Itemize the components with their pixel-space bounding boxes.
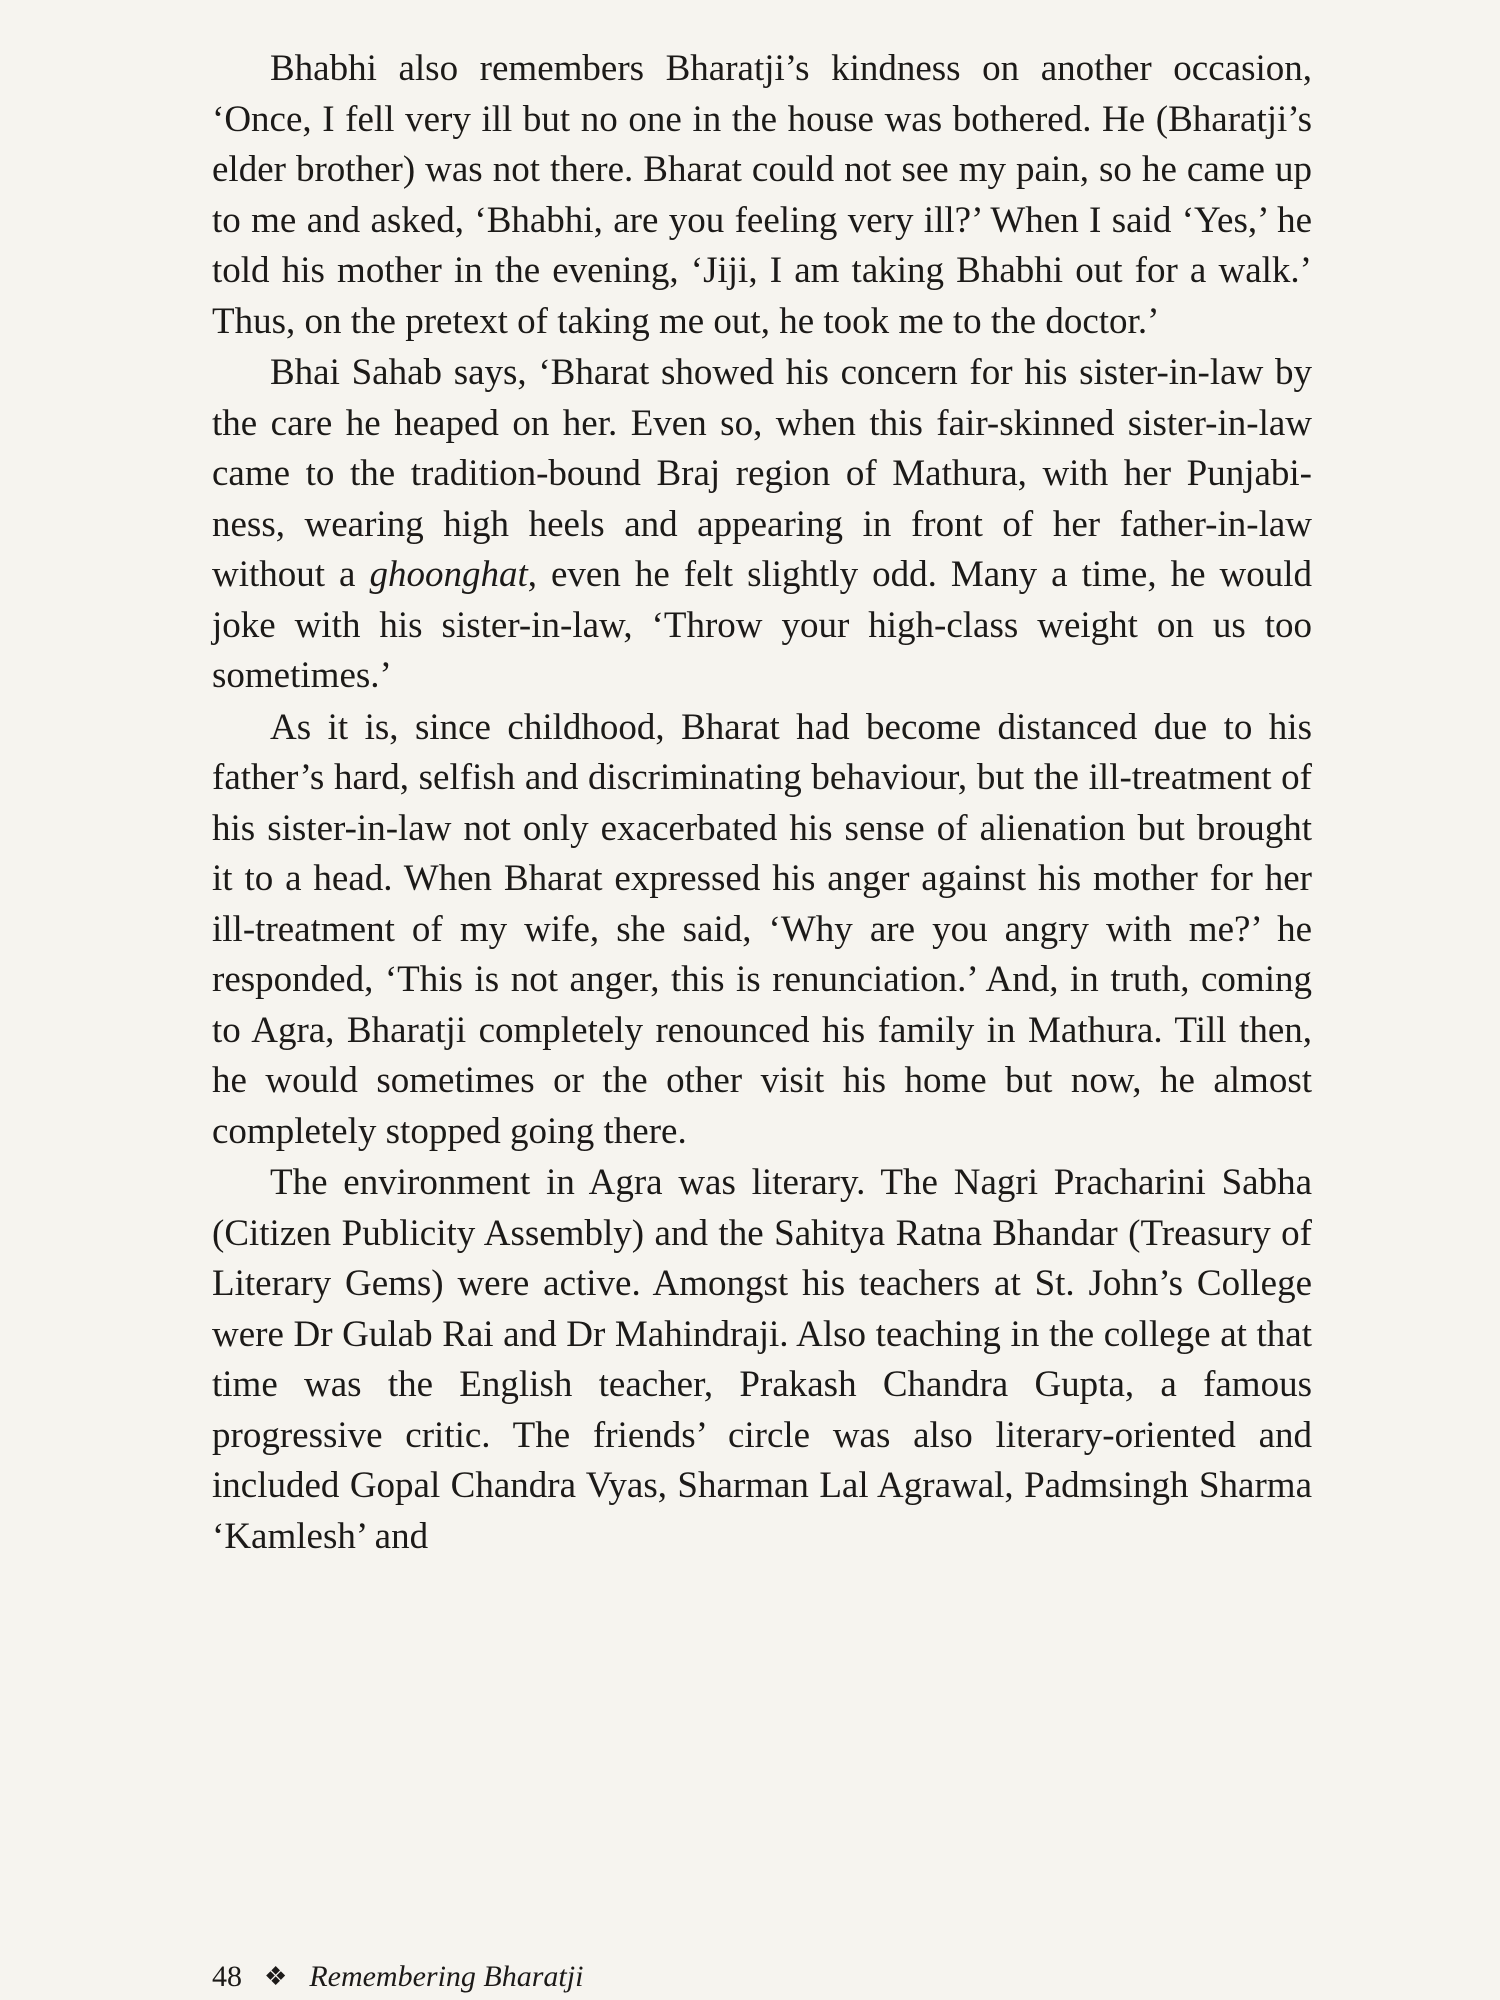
paragraph-3 — [212, 703, 1312, 1158]
ornament-icon: ❖ — [264, 1962, 288, 1991]
paragraph-3-text: As it is, since childhood, Bharat had become distanced due to his father’s hard, selfish and discriminating behaviour, but the ill-treatment of his sister-in-law not only exacerbated his sense of alienation but brought it to a head. When Bharat expressed his anger against his mother for her ill-treatment of my wife, she said, ‘Why are you angry with me?’ he responded, ‘This is not anger, this is renunciation.’ And, in truth, coming to Agra, Bharatji completely renounced his family in Mathura. Till then, he would sometimes or the other visit his home but now, he almost completely stopped going there. — [212, 706, 1312, 1152]
paragraph-2-italic-term: ghoonghat — [369, 554, 528, 595]
page-number: 48 — [212, 1960, 242, 1993]
running-title: Remembering Bharatji — [309, 1960, 584, 1993]
paragraph-4 — [212, 1158, 1312, 1562]
body-text — [212, 44, 1312, 1562]
paragraph-2-text-end: , even he felt slightly odd. Many a time, he would joke with his sister-in-law, ‘Throw your high-class weight on us too sometimes.’ — [212, 554, 1312, 696]
paragraph-1-text: Bhabhi also remembers Bharatji’s kindness on another occasion, ‘Once, I fell very ill but no one in the house was bothered. He (Bharatji’s elder brother) was not there. Bharat could not see my pain, so he came up to me and asked, ‘Bhabhi, are you feeling very ill?’ When I said ‘Yes,’ he told his mother in the evening, ‘Jiji, I am taking Bhabhi out for a walk.’ Thus, on the pretext of taking me out, he took me to the doctor.’ — [212, 48, 1312, 342]
paragraph-2 — [212, 348, 1312, 702]
page-footer — [212, 1960, 583, 1994]
paragraph-2-text-start: Bhai Sahab says, ‘Bharat showed his concern for his sister-in-law by the care he heaped on her. Even so, when this fair-skinned sister-in-law came to the tradition-bound Braj region of Mathura, with her Punjabi-ness, wearing high heels and appearing in front of her father-in-law without a — [212, 352, 1312, 595]
paragraph-4-text: The environment in Agra was literary. The Nagri Pracharini Sabha (Citizen Publicity Assembly) and the Sahitya Ratna Bhandar (Treasury of Literary Gems) were active. Amongst his teachers at St. John’s College were Dr Gulab Rai and Dr Mahindraji. Also teaching in the college at that time was the English teacher, Prakash Chandra Gupta, a famous progressive critic. The friends’ circle was also literary-oriented and included Gopal Chandra Vyas, Sharman Lal Agrawal, Padmsingh Sharma ‘Kamlesh’ and — [212, 1162, 1312, 1557]
paragraph-1 — [212, 44, 1312, 347]
